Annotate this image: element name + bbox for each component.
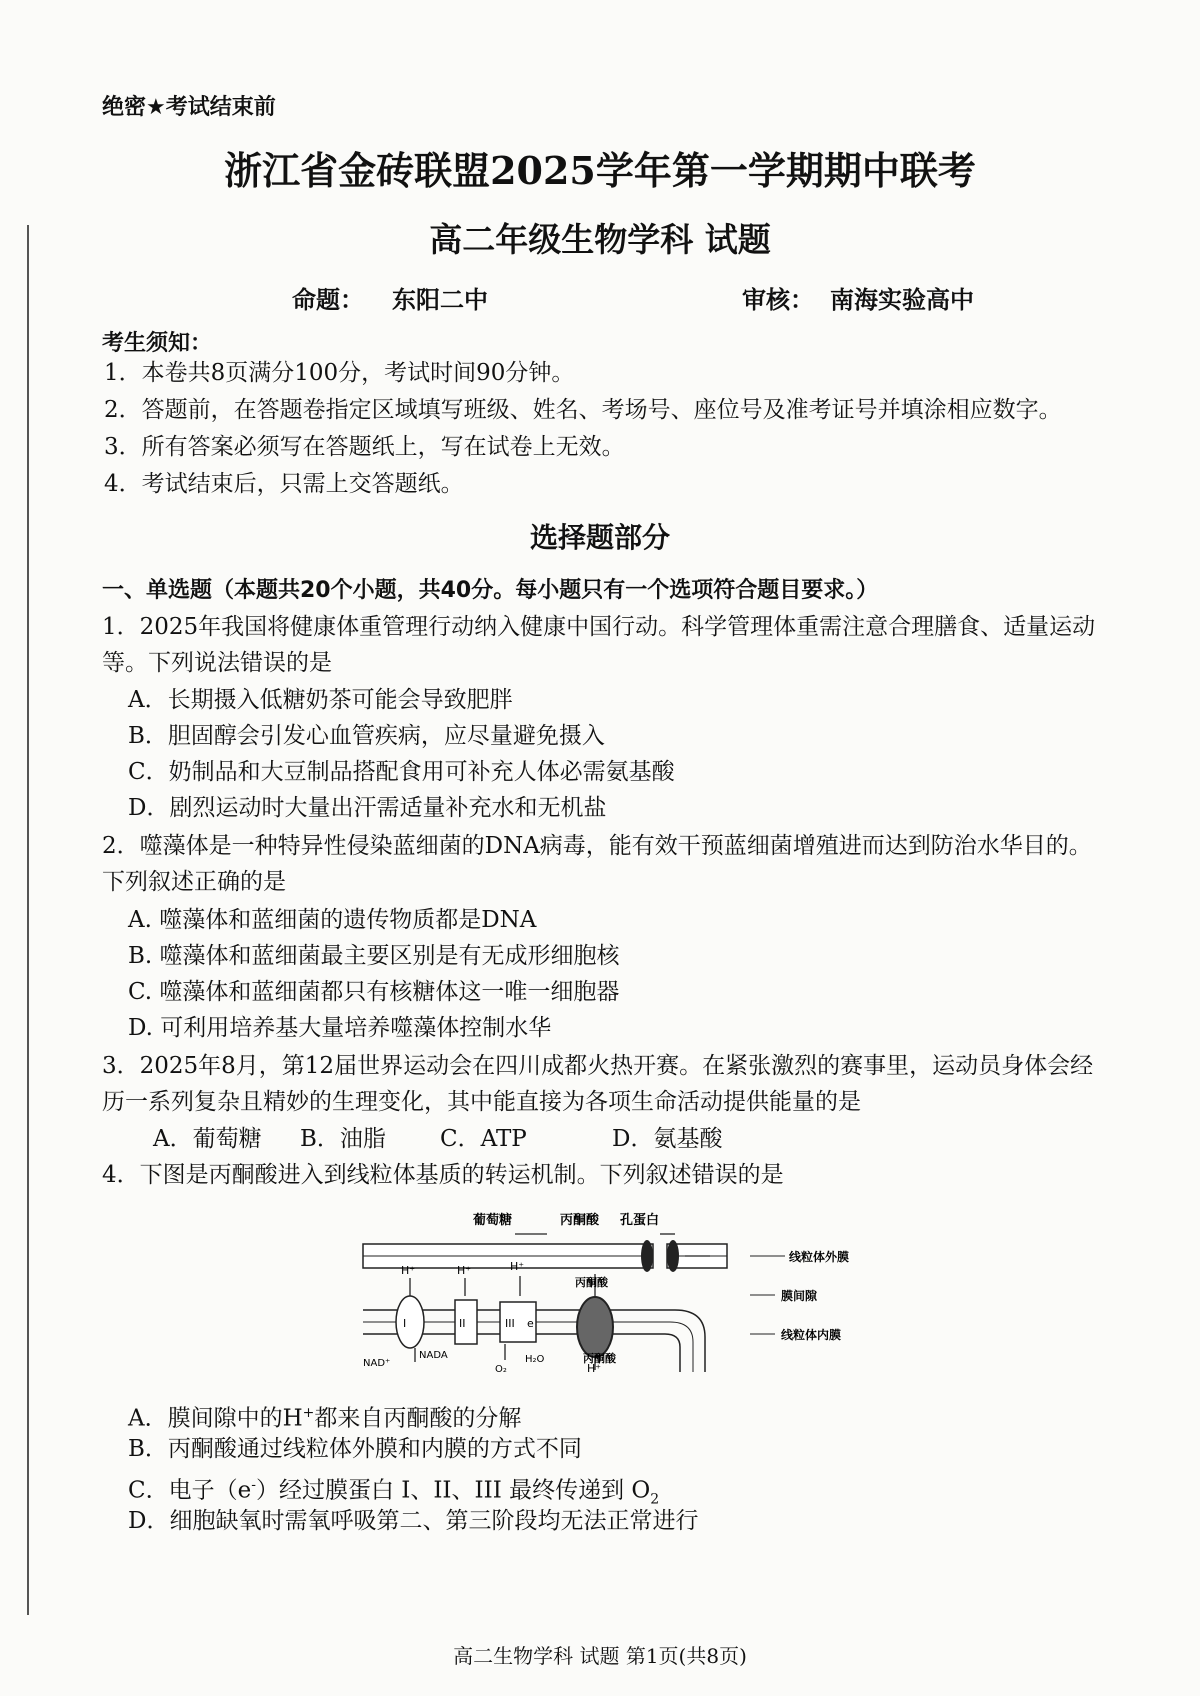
question-4-option-a-rest: 都来自丙酮酸的分解 — [314, 1405, 522, 1432]
question-1-option-c: C．奶制品和大豆制品搭配食用可补充人体必需氨基酸 — [128, 759, 675, 785]
author-label: 命题： — [292, 286, 364, 314]
label-h-plus-2: H⁺ — [457, 1264, 472, 1277]
question-3-option-c: C．ATP — [440, 1126, 527, 1152]
question-2-option-a: A. 噬藻体和蓝细菌的遗传物质都是DNA — [128, 907, 537, 933]
label-o2: O₂ — [495, 1364, 507, 1372]
section-heading: 选择题部分 — [529, 521, 670, 554]
question-4-option-a-text: A．膜间隙中的H — [128, 1405, 303, 1432]
label-complex-2: II — [459, 1317, 466, 1330]
question-4-option-b: B．丙酮酸通过线粒体外膜和内膜的方式不同 — [128, 1436, 582, 1462]
question-4-option-c-sub: 2 — [650, 1491, 660, 1508]
notice-heading: 考生须知： — [102, 331, 213, 356]
reviewer-label: 审核： — [742, 286, 814, 314]
porin-protein-left — [641, 1240, 653, 1272]
label-electron: e — [527, 1317, 534, 1330]
label-nadh: NADA — [419, 1350, 448, 1361]
author-value: 东阳二中 — [392, 286, 488, 314]
page-footer: 高二生物学科 试题 第1页(共8页) — [453, 1644, 747, 1668]
exam-subtitle: 高二年级生物学科 试题 — [429, 220, 771, 259]
question-4-stem: 4．下图是丙酮酸进入到线粒体基质的转运机制。下列叙述错误的是 — [102, 1162, 784, 1188]
question-2-stem-cont: 下列叙述正确的是 — [102, 869, 286, 895]
question-3-option-b: B．油脂 — [300, 1126, 386, 1152]
label-h-plus-1: H⁺ — [401, 1264, 416, 1277]
question-3-option-d: D．氨基酸 — [612, 1126, 723, 1152]
question-2-stem: 2．噬藻体是一种特异性侵染蓝细菌的DNA病毒，能有效干预蓝细菌增殖进而达到防治水华目的。 — [102, 833, 1092, 859]
label-glucose: 葡萄糖 — [473, 1213, 513, 1228]
question-4-option-a-sup: + — [302, 1405, 315, 1421]
question-4-option-d: D．细胞缺氧时需氧呼吸第二、第三阶段均无法正常进行 — [128, 1508, 699, 1534]
notice-item: 2．答题前，在答题卷指定区域填写班级、姓名、考场号、座位号及准考证号并填涂相应数字。 — [104, 397, 1062, 423]
label-inner-membrane: 线粒体内膜 — [781, 1328, 842, 1342]
question-4-option-c-rest: ）经过膜蛋白 I、II、III 最终传递到 O — [255, 1477, 651, 1504]
label-pyruvate-inside: 丙酮酸 — [583, 1352, 616, 1365]
question-1-option-b: B．胆固醇会引发心血管疾病，应尽量避免摄入 — [128, 723, 605, 749]
label-h2o: H₂O — [525, 1354, 545, 1365]
pyruvate-carrier-shape — [577, 1297, 613, 1357]
question-1-option-a: A．长期摄入低糖奶茶可能会导致肥胖 — [128, 687, 513, 713]
label-porin: 孔蛋白 — [620, 1213, 660, 1228]
label-pyruvate: 丙酮酸 — [560, 1213, 600, 1228]
question-4-option-c-text: C．电子（e — [128, 1477, 252, 1504]
question-1-option-d: D．剧烈运动时大量出汗需适量补充水和无机盐 — [128, 795, 607, 821]
label-complex-1: I — [403, 1317, 407, 1330]
label-intermembrane-space: 膜间隙 — [781, 1289, 818, 1303]
question-3-stem-cont: 历一系列复杂且精妙的生理变化，其中能直接为各项生命活动提供能量的是 — [102, 1089, 861, 1115]
label-outer-membrane: 线粒体外膜 — [789, 1250, 850, 1264]
notice-item: 1．本卷共8页满分100分，考试时间90分钟。 — [104, 360, 575, 386]
question-2-option-c: C. 噬藻体和蓝细菌都只有核糖体这一唯一细胞器 — [128, 979, 620, 1005]
notice-item: 3．所有答案必须写在答题纸上，写在试卷上无效。 — [104, 434, 625, 460]
question-2-option-d: D. 可利用培养基大量培养噬藻体控制水华 — [128, 1015, 552, 1041]
question-4-option-c-sup: - — [251, 1477, 256, 1493]
question-3-option-a: A．葡萄糖 — [153, 1126, 262, 1152]
label-nad: NAD⁺ — [363, 1358, 391, 1369]
question-2-option-b: B. 噬藻体和蓝细菌最主要区别是有无成形细胞核 — [128, 943, 620, 969]
question-3-stem: 3．2025年8月，第12届世界运动会在四川成都火热开赛。在紧张激烈的赛事里，运动员身体会经 — [102, 1053, 1094, 1079]
complex-1-shape — [396, 1296, 424, 1348]
binding-margin-line — [27, 225, 29, 1615]
question-1-stem-cont: 等。下列说法错误的是 — [102, 650, 332, 676]
diagram-leader-lines — [750, 1256, 785, 1334]
mitochondria-transport-diagram — [355, 1162, 875, 1372]
secret-label: 绝密★考试结束前 — [102, 95, 276, 120]
question-4-option-a — [128, 1396, 521, 1436]
label-h-plus-3: H⁺ — [510, 1260, 525, 1273]
notice-item: 4．考试结束后，只需上交答题纸。 — [104, 471, 464, 497]
part-heading: 一、单选题（本题共20个小题，共40分。每小题只有一个选项符合题目要求。） — [102, 578, 879, 603]
label-complex-3: III — [505, 1317, 515, 1330]
exam-title: 浙江省金砖联盟2025学年第一学期期中联考 — [224, 148, 976, 193]
label-pyruvate-mid: 丙酮酸 — [575, 1276, 608, 1289]
porin-protein-right — [667, 1240, 679, 1272]
question-1-stem: 1．2025年我国将健康体重管理行动纳入健康中国行动。科学管理体重需注意合理膳食、适量运动 — [102, 614, 1096, 640]
reviewer-value: 南海实验高中 — [830, 286, 974, 314]
label-h-plus-4: H⁺ — [587, 1362, 602, 1372]
